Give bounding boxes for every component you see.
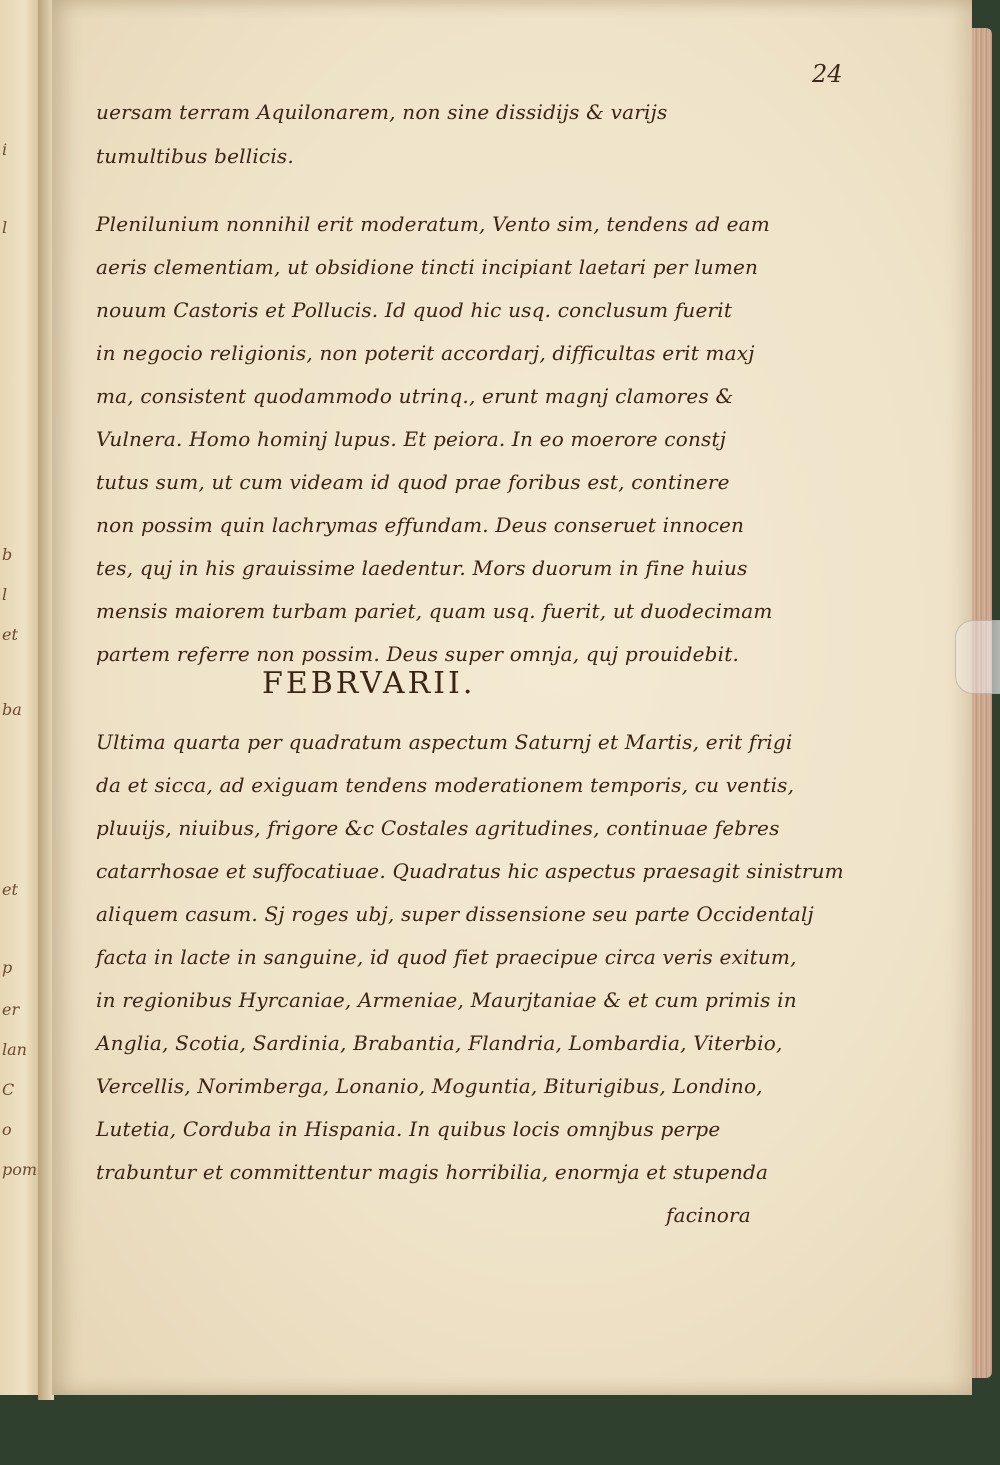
margin-fragment: lan [2, 1040, 27, 1059]
text-line: partem referre non possim. Deus super omnja, quj prouidebit. [96, 642, 739, 666]
margin-fragment: pom [2, 1160, 38, 1179]
text-line: uersam terram Aquilonarem, non sine dissidijs & varijs [96, 100, 668, 124]
text-line: aliquem casum. Sj roges ubj, super dissensione seu parte Occidentalj [96, 902, 814, 926]
section-heading: FEBRVARII. [262, 666, 476, 701]
text-line: tutus sum, ut cum videam id quod prae foribus est, continere [96, 470, 730, 494]
text-line: in negocio religionis, non poterit accordarj, difficultas erit maxj [96, 341, 755, 365]
margin-fragment: b [2, 545, 13, 564]
manuscript-page [52, 0, 972, 1395]
text-line: da et sicca, ad exiguam tendens moderationem temporis, cu ventis, [96, 773, 795, 797]
margin-fragment: et [2, 880, 18, 899]
margin-fragment: C [2, 1080, 15, 1099]
text-line: tumultibus bellicis. [96, 144, 294, 168]
margin-fragment: er [2, 1000, 20, 1019]
text-line: Lutetia, Corduba in Hispania. In quibus locis omnjbus perpe [96, 1117, 721, 1141]
text-line: Vercellis, Norimberga, Lonanio, Moguntia, Biturigibus, Londino, [96, 1074, 763, 1098]
text-line: facinora [666, 1203, 751, 1227]
page-clip [955, 620, 1000, 694]
margin-fragment: et [2, 625, 18, 644]
text-line: Anglia, Scotia, Sardinia, Brabantia, Flandria, Lombardia, Viterbio, [96, 1031, 783, 1055]
text-line: non possim quin lachrymas effundam. Deus conseruet innocen [96, 513, 745, 537]
left-page-edge [0, 0, 40, 1395]
text-line: Vulnera. Homo hominj lupus. Et peiora. In eo moerore constj [96, 427, 727, 451]
text-line: ma, consistent quodammodo utrinq., erunt magnj clamores & [96, 384, 734, 408]
text-line: Ultima quarta per quadratum aspectum Saturnj et Martis, erit frigi [96, 730, 793, 754]
text-line: pluuijs, niuibus, frigore &c Costales agritudines, continuae febres [96, 816, 780, 840]
text-line: nouum Castoris et Pollucis. Id quod hic usq. conclusum fuerit [96, 298, 733, 322]
text-line: in regionibus Hyrcaniae, Armeniae, Maurjtaniae & et cum primis in [96, 988, 797, 1012]
text-line: mensis maiorem turbam pariet, quam usq. fuerit, ut duodecimam [96, 599, 773, 623]
margin-fragment: i [2, 140, 8, 159]
folio-number: 24 [812, 60, 843, 88]
text-line: aeris clementiam, ut obsidione tincti incipiant laetari per lumen [96, 255, 759, 279]
text-line: catarrhosae et suffocatiuae. Quadratus hic aspectus praesagit sinistrum [96, 859, 844, 883]
margin-fragment: o [2, 1120, 12, 1139]
margin-fragment: p [2, 958, 13, 977]
margin-fragment: l [2, 218, 8, 237]
text-line: tes, quj in his grauissime laedentur. Mors duorum in fine huius [96, 556, 748, 580]
margin-fragment: l [2, 585, 8, 604]
text-line: trabuntur et committentur magis horribilia, enormja et stupenda [96, 1160, 769, 1184]
text-line: facta in lacte in sanguine, id quod fiet praecipue circa veris exitum, [96, 945, 797, 969]
text-line: Plenilunium nonnihil erit moderatum, Vento sim, tendens ad eam [96, 212, 770, 236]
margin-fragment: ba [2, 700, 22, 719]
